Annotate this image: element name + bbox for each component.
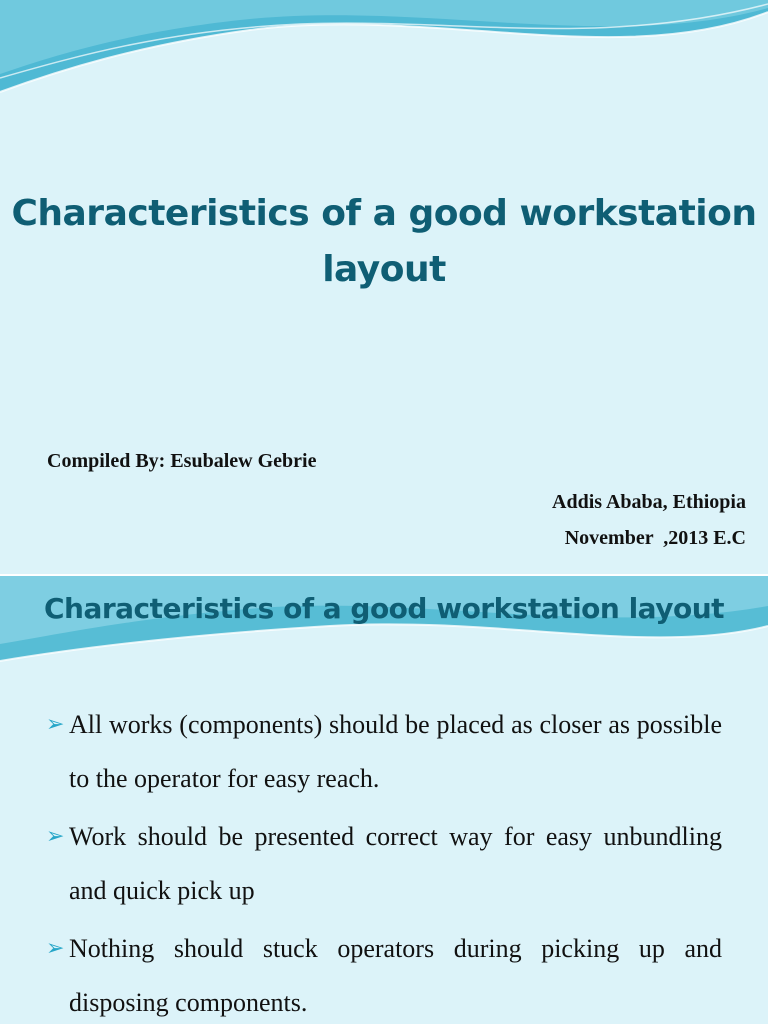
arrow-right-icon: ➢	[46, 936, 65, 961]
date-text: November ,2013 E.C	[564, 527, 746, 549]
list-item	[46, 922, 722, 1024]
content-slide-title: Characteristics of a good workstation layout	[43, 592, 725, 625]
list-item	[46, 810, 722, 918]
bullet-text: All works (components) should be placed as closer as possible to the operator for easy reach.	[69, 710, 722, 793]
list-item	[46, 698, 722, 806]
bullet-list	[46, 698, 722, 1024]
arrow-right-icon: ➢	[46, 824, 65, 849]
bullet-text: Nothing should stuck operators during picking up and disposing components.	[69, 934, 722, 1017]
slide-title-text: Characteristics of a good workstation layout	[11, 193, 757, 290]
location-text: Addis Ababa, Ethiopia	[552, 491, 746, 513]
author-line: Compiled By: Esubalew Gebrie	[47, 450, 317, 472]
bullet-text: Work should be presented correct way for easy unbundling and quick pick up	[69, 822, 722, 905]
location-date-block	[552, 484, 746, 556]
arrow-right-icon: ➢	[46, 712, 65, 737]
slide-content	[0, 576, 768, 1024]
wave-header-decoration	[0, 0, 768, 110]
